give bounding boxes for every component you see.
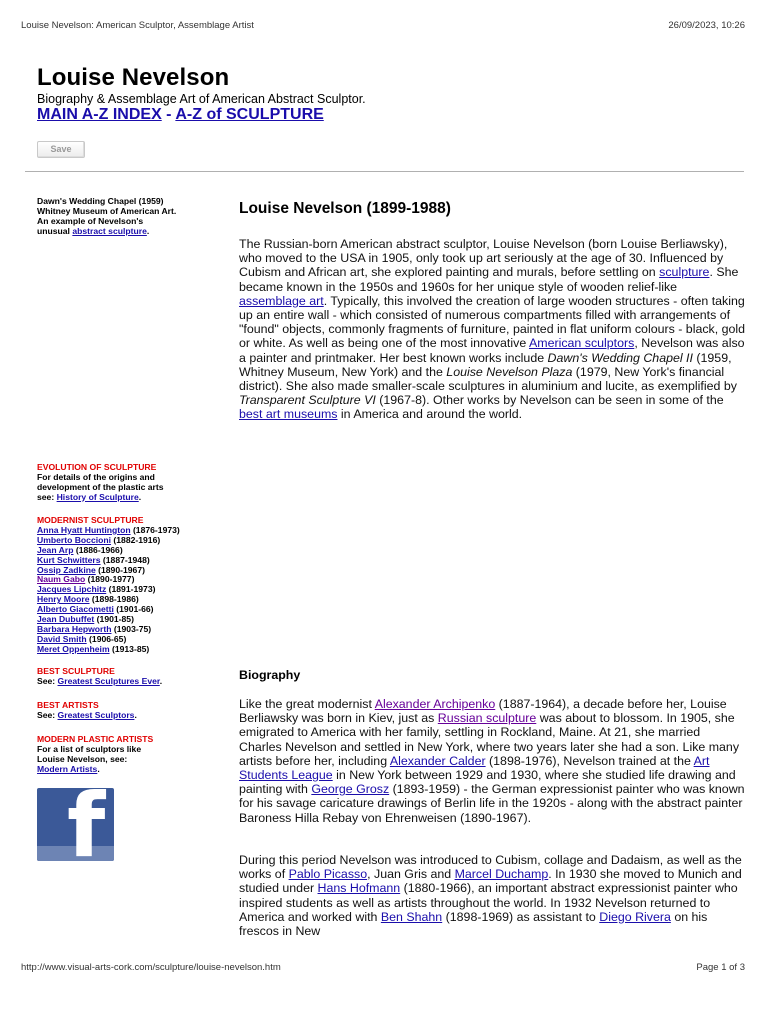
sculptor-link[interactable]: Naum Gabo: [37, 574, 86, 585]
sculptor-link[interactable]: Kurt Schwitters: [37, 554, 101, 565]
sculptor-dates: (1901-85): [94, 614, 134, 625]
sidebar-text: See: Greatest Sculptors.: [37, 709, 137, 720]
sculptor-list-item: [37, 645, 212, 655]
sculptor-link[interactable]: Umberto Boccioni: [37, 534, 112, 545]
modern-artists-link[interactable]: Modern Artists: [37, 763, 98, 774]
abstract-sculpture-link[interactable]: abstract sculpture: [72, 225, 147, 236]
caption-line: An example of Nevelson's: [37, 215, 144, 226]
sculptor-dates: (1882-1916): [111, 534, 161, 545]
greatest-sculptures-link[interactable]: Greatest Sculptures Ever: [57, 675, 160, 686]
sculptor-dates: (1901-66): [113, 604, 154, 615]
article-heading: Louise Nevelson (1899-1988): [239, 200, 451, 217]
caption-line: unusual abstract sculpture.: [37, 225, 150, 236]
sculptor-link[interactable]: Jean Dubuffet: [37, 614, 95, 625]
archipenko-link[interactable]: Alexander Archipenko: [374, 697, 496, 711]
art-students-league-link[interactable]: Art Students League: [239, 753, 710, 783]
main-index-link[interactable]: MAIN A-Z INDEX: [37, 106, 162, 123]
print-page-title: Louise Nevelson: American Sculptor, Assemblage Artist: [21, 20, 254, 31]
sidebar-heading: MODERNIST SCULPTURE: [37, 515, 144, 525]
biography-heading: Biography: [239, 668, 301, 682]
sculptor-link[interactable]: Jacques Lipchitz: [37, 584, 107, 595]
header-divider: [25, 171, 744, 172]
sidebar-text: Louise Nevelson, see:: [37, 753, 128, 764]
pablo-picasso-link[interactable]: Pablo Picasso: [288, 867, 368, 882]
american-sculptors-link[interactable]: American sculptors: [528, 336, 635, 351]
sidebar-heading: BEST ARTISTS: [37, 700, 99, 710]
sidebar-evolution: [37, 463, 212, 503]
sculptor-link[interactable]: David Smith: [37, 633, 87, 644]
print-date: 26/09/2023, 10:26: [668, 20, 745, 31]
sidebar-image-caption: [37, 197, 207, 237]
sculptor-dates: (1886-1966): [73, 544, 123, 555]
sidebar-text: see: History of Sculpture.: [37, 491, 142, 502]
sculptor-link[interactable]: Jean Arp: [37, 544, 74, 555]
sculptor-link[interactable]: Meret Oppenheim: [37, 643, 110, 654]
russian-sculpture-link[interactable]: Russian sculpture: [437, 711, 537, 726]
sculptor-dates: (1913-85): [109, 643, 150, 654]
nav-separator: -: [161, 106, 176, 123]
sidebar-text: Modern Artists.: [37, 763, 100, 774]
biography-paragraph: Like the great modernist Alexander Archipenko (1887-1964), a decade before her, Louise Berliawsky was born in Kiev, just as Russian sculpture was about to blossom. In 1905, she emigrated to America with her family, settling in Rockland, Maine. At 21, she married Charles Nevelson and settled in New York, where two years later she had a son. Like many artists before her, including Alexander Calder (1898-1976), Nevelson trained at the Art Students League in New York between 1929 and 1930, where she studied life drawing and painting with George Grosz (1893-1959) - the German expressionist painter who was known for his savage caricature drawings of Berlin life in the 1920s - along with the abstract painter Baroness Hilla Rebay von Ehrenweisen (1890-1967).: [239, 697, 745, 825]
page-title: Louise Nevelson: [37, 64, 230, 91]
sidebar-heading: MODERN PLASTIC ARTISTS: [37, 734, 154, 744]
sculptor-dates: (1876-1973): [130, 524, 180, 535]
sculpture-az-link[interactable]: A-Z of SCULPTURE: [175, 106, 324, 123]
page-url: http://www.visual-arts-cork.com/sculpture/louise-nevelson.htm: [21, 962, 281, 973]
diego-rivera-link[interactable]: Diego Rivera: [599, 909, 671, 924]
sculptor-link[interactable]: Henry Moore: [37, 594, 90, 605]
best-art-museums-link[interactable]: best art museums: [239, 407, 338, 422]
sculpture-link[interactable]: sculpture: [659, 265, 710, 280]
sidebar-heading: EVOLUTION OF SCULPTURE: [37, 462, 157, 472]
greatest-sculptors-link[interactable]: Greatest Sculptors: [57, 709, 135, 720]
sidebar-modern-plastic: [37, 735, 212, 775]
sidebar-text: For details of the origins and: [37, 471, 155, 482]
sculptor-link[interactable]: Barbara Hepworth: [37, 623, 112, 634]
hans-hofmann-link[interactable]: Hans Hofmann: [317, 881, 401, 896]
intro-paragraph: The Russian-born American abstract sculptor, Louise Nevelson (born Louise Berliawsky), who moved to the USA in 1905, only took up art seriously at the age of 30. Influenced by Cubism and African art, she explored painting and murals, before settling on sculpture. She became known in the 1950s and 1960s for her unique style of wooden relief-like assemblage art. Typically, this involved the creation of large wooden structures - often taking up an entire wall - which consisted of numerous compartments filled with arrangements of "found" objects, commonly fragments of furniture, painted in flat uniform colours - black, gold or white. As well as being one of the most innovative American sculptors, Nevelson was also a painter and printmaker. Her best known works include Dawn's Wedding Chapel II (1959, Whitney Museum, New York) and the Louise Nevelson Plaza (1979, New York's financial district). She also made smaller-scale sculptures in aluminium and lucite, as exemplified by Transparent Sculpture VI (1967-8). Other works by Nevelson can be seen in some of the best art museums in America and around the world.: [239, 237, 746, 422]
history-of-sculpture-link[interactable]: History of Sculpture: [56, 491, 139, 502]
sidebar-modernist: [37, 516, 212, 655]
sidebar-text: development of the plastic arts: [37, 481, 164, 492]
sidebar-best-sculpture: [37, 667, 212, 687]
sculptor-link[interactable]: Anna Hyatt Huntington: [37, 524, 131, 535]
facebook-f-glyph: f: [67, 788, 106, 861]
sculptor-dates: (1887-1948): [100, 554, 150, 565]
george-grosz-link[interactable]: George Grosz: [311, 782, 390, 797]
artwork-title: Transparent Sculpture VI: [239, 393, 376, 408]
top-nav: [37, 106, 324, 124]
sculptor-dates: (1890-1977): [85, 574, 135, 585]
caption-line: Dawn's Wedding Chapel (1959): [37, 196, 164, 206]
page-number: Page 1 of 3: [696, 962, 745, 973]
artwork-title: Dawn's Wedding Chapel II: [547, 350, 693, 365]
assemblage-art-link[interactable]: assemblage art: [239, 293, 324, 308]
sculptor-dates: (1898-1986): [89, 594, 139, 605]
caption-line: Whitney Museum of American Art.: [37, 205, 177, 216]
marcel-duchamp-link[interactable]: Marcel Duchamp: [454, 867, 549, 882]
sculptor-dates: (1903-75): [111, 623, 152, 634]
sidebar-heading: BEST SCULPTURE: [37, 666, 115, 676]
sculptor-link[interactable]: Ossip Zadkine: [37, 564, 96, 575]
alexander-calder-link[interactable]: Alexander Calder: [389, 753, 486, 768]
save-button[interactable]: Save: [37, 141, 85, 158]
biography-paragraph: During this period Nevelson was introduced to Cubism, collage and Dadaism, as well as the works of Pablo Picasso, Juan Gris and Marcel Duchamp. In 1930 she moved to Munich and studied under Hans Hofmann (1880-1966), an important abstract expressionist painter who inspired students as well as artists throughout the world. In 1932 Nevelson returned to America and worked with Ben Shahn (1898-1969) as assistant to Diego Rivera on his frescos in New: [239, 853, 742, 939]
modernist-list: [37, 526, 212, 655]
sidebar-text: See: Greatest Sculptures Ever.: [37, 675, 163, 686]
page-subtitle: Biography & Assemblage Art of American Abstract Sculptor.: [37, 92, 366, 106]
ben-shahn-link[interactable]: Ben Shahn: [380, 909, 443, 924]
sculptor-link[interactable]: Alberto Giacometti: [37, 604, 114, 615]
artwork-title: Louise Nevelson Plaza: [446, 364, 573, 379]
sidebar-text: For a list of sculptors like: [37, 743, 142, 754]
sidebar-best-artists: [37, 701, 212, 721]
facebook-icon[interactable]: [37, 788, 114, 861]
sculptor-dates: (1890-1967): [95, 564, 145, 575]
sculptor-dates: (1906-65): [86, 633, 127, 644]
sculptor-dates: (1891-1973): [106, 584, 156, 595]
